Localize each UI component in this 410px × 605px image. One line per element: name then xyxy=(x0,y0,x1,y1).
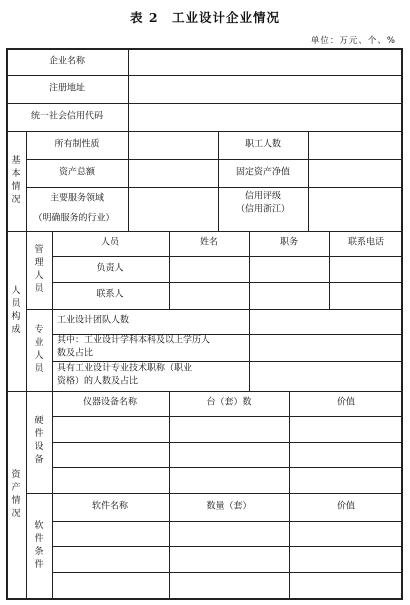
company-name-label: 企业名称 xyxy=(48,56,86,67)
registered-address-label: 注册地址 xyxy=(48,83,86,94)
grid-line xyxy=(52,521,403,522)
grid-line xyxy=(52,256,403,257)
col-phone-header: 联系电话 xyxy=(347,237,385,248)
grid-line xyxy=(26,493,403,494)
grid-line xyxy=(52,231,53,391)
border-top xyxy=(6,48,403,50)
degree-share-label-2: 数及占比 xyxy=(57,348,94,359)
grid-line xyxy=(26,309,403,310)
grid-line xyxy=(26,391,27,599)
grid-line xyxy=(52,391,53,599)
enterprise-form-table xyxy=(6,48,403,600)
basic-info-section-label: 基本情况 xyxy=(11,156,21,205)
grid-line xyxy=(169,231,170,309)
grid-line xyxy=(128,131,129,231)
col-person-header: 人员 xyxy=(100,237,120,248)
grid-line xyxy=(52,361,403,362)
credit-rating-label: 信用评级 xyxy=(244,191,282,202)
grid-line xyxy=(52,467,403,468)
grid-line xyxy=(249,231,250,391)
credit-rating-note: （信用浙江） xyxy=(235,204,291,215)
table-title: 表 2 工业设计企业情况 xyxy=(129,10,281,25)
grid-line xyxy=(52,572,403,573)
contact-label: 联系人 xyxy=(96,289,124,300)
service-area-label: 主要服务领域 xyxy=(49,193,105,204)
degree-share-label: 其中：工业设计学科本科及以上学历人 xyxy=(57,335,211,346)
border-bottom xyxy=(6,598,403,600)
hw-col-value-header: 价值 xyxy=(336,397,356,408)
grid-line xyxy=(6,391,403,392)
head-label: 负责人 xyxy=(96,263,124,274)
grid-line xyxy=(218,131,219,231)
grid-line xyxy=(169,391,170,599)
hardware-label: 硬件设备 xyxy=(34,416,44,465)
unit-note: 单位：万元、个、% xyxy=(310,36,396,46)
credit-code-label: 统一社会信用代码 xyxy=(30,111,104,122)
net-fixed-assets-label: 固定资产净值 xyxy=(235,167,291,178)
grid-line xyxy=(308,131,309,231)
grid-line xyxy=(26,231,27,391)
grid-line xyxy=(289,391,290,599)
sw-col-qty-header: 数量（套） xyxy=(206,501,252,512)
team-count-label: 工业设计团队人数 xyxy=(57,315,130,326)
grid-line xyxy=(26,159,403,160)
col-name-header: 姓名 xyxy=(199,237,219,248)
personnel-section-label: 人员构成 xyxy=(11,286,21,335)
grid-line xyxy=(52,282,403,283)
grid-line xyxy=(26,187,403,188)
grid-line xyxy=(329,231,330,309)
col-title-header: 职务 xyxy=(279,237,299,248)
employees-label: 职工人数 xyxy=(244,139,282,150)
service-area-note: （明确服务的行业） xyxy=(33,213,115,224)
total-assets-label: 资产总额 xyxy=(58,167,96,178)
grid-line xyxy=(26,131,27,231)
sw-col-value-header: 价值 xyxy=(336,501,356,512)
grid-line xyxy=(6,131,403,132)
grid-line xyxy=(128,48,129,131)
hw-col-name-header: 仪器设备名称 xyxy=(82,397,138,408)
grid-line xyxy=(52,416,403,417)
qualification-share-label: 具有工业设计专业技术职称（职业 xyxy=(57,363,193,374)
management-label: 管理人员 xyxy=(34,245,44,294)
software-label: 软件条件 xyxy=(34,521,44,570)
assets-section-label: 资产情况 xyxy=(11,470,21,519)
sw-col-name-header: 软件名称 xyxy=(91,501,129,512)
grid-line xyxy=(6,231,403,232)
qualification-share-label-2: 资格）的人数及占比 xyxy=(57,376,139,387)
grid-line xyxy=(52,442,403,443)
grid-line xyxy=(6,75,403,76)
hw-col-qty-header: 台（套）数 xyxy=(206,397,252,408)
grid-line xyxy=(6,103,403,104)
professional-label: 专业人员 xyxy=(34,325,44,374)
grid-line xyxy=(52,546,403,547)
ownership-label: 所有制性质 xyxy=(54,139,100,150)
